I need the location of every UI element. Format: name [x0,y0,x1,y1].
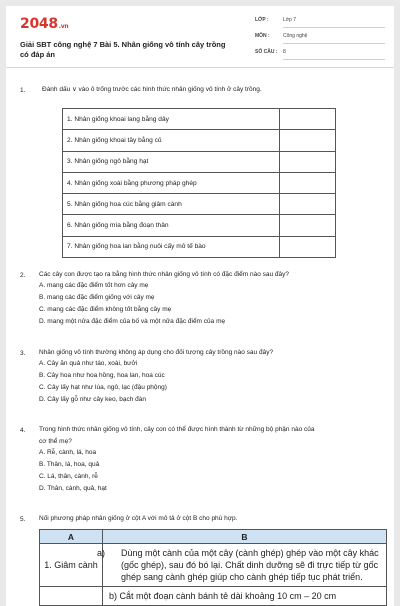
question-2-stem: Các cây con được tạo ra bằng hình thức nhân giống vô tính có đặc điểm nào sau đây? [39,271,290,278]
table-cell-text: 1. Nhân giống khoai lang bằng dây [63,109,280,130]
checkbox-cell[interactable] [280,130,336,151]
option-b[interactable]: B. Thân, lá, hoa, quả [39,461,100,468]
question-5-matching-table [39,529,387,606]
meta-class-key: LỚP : [255,17,269,23]
table-cell-text: 6. Nhân giống mía bằng đoạn thân [63,215,280,236]
meta-subject-value: Công nghệ [283,33,308,39]
option-text: Dùng một cành của một cây (cành ghép) ghép vào một cây khác (gốc ghép), sau đó bó lại. Chất dinh dưỡng sẽ đi trực tiếp từ gốc ghép sang cành ghép giúp cho cành ghép tiếp tục phát triển. [121,548,379,582]
question-3-number: 3. [20,350,26,357]
checkbox-cell[interactable] [280,215,336,236]
meta-underline [283,27,385,28]
meta-underline [283,59,385,60]
logo-text: 2048 [20,16,58,32]
table-row [63,236,336,257]
option-d[interactable]: D. Thân, cành, quả, hạt [39,485,107,492]
column-a-header: A [40,530,103,544]
table-cell-text: 5. Nhân giống hoa cúc bằng giâm cành [63,194,280,215]
meta-count-value: 8 [283,49,286,55]
document-header [6,6,394,68]
checkbox-cell[interactable] [280,236,336,257]
column-a-cell [40,587,103,606]
table-cell-text: 7. Nhân giống hoa lan bằng nuôi cấy mô tế bào [63,236,280,257]
question-5-number: 5. [20,516,26,523]
meta-subject [255,32,385,44]
table-row [63,172,336,193]
table-cell-text: 3. Nhân giống ngô bằng hạt [63,151,280,172]
document-title: Giải SBT công nghệ 7 Bài 5. Nhân giống vô tính cây trồng có đáp án [20,40,226,59]
column-b-header: B [103,530,387,544]
question-1-number: 1. [20,87,26,94]
table-row [40,587,387,606]
table-cell-text: 4. Nhân giống xoài bằng phương pháp ghép [63,172,280,193]
option-c[interactable]: C. mang các đặc điểm không tốt bằng cây mẹ [39,306,172,313]
option-c[interactable]: C. Cây lấy hạt như lúa, ngô, lạc (đậu phộng) [39,384,167,391]
meta-underline [283,43,385,44]
option-b[interactable]: B. Cây hoa như hoa hồng, hoa lan, hoa cúc [39,372,165,379]
column-a-cell: 1. Giâm cành [40,544,103,587]
table-row [63,194,336,215]
table-row [63,215,336,236]
document-page [6,6,394,606]
question-1-table [62,108,336,258]
option-b[interactable]: B. mang các đặc điểm giống với cây mẹ [39,294,155,301]
table-header-row [40,530,387,544]
checkbox-cell[interactable] [280,109,336,130]
option-a[interactable]: A. Cây ăn quả như táo, xoài, bưởi [39,360,138,367]
meta-count-key: SỐ CÂU : [255,49,278,55]
meta-count [255,48,385,60]
logo-suffix: .vn [58,23,69,30]
option-a[interactable]: A. Rễ, cành, lá, hoa [39,449,97,456]
question-2-number: 2. [20,272,26,279]
meta-class-value: Lớp 7 [283,17,297,23]
table-row [63,130,336,151]
meta-class [255,16,385,28]
meta-subject-key: MÔN : [255,33,270,39]
question-4-number: 4. [20,427,26,434]
option-d[interactable]: D. Cây lấy gỗ như cây keo, bạch đàn [39,396,146,403]
table-row [63,109,336,130]
site-logo[interactable] [20,16,68,32]
option-d[interactable]: D. mang một nửa đặc điểm của bố và một nửa đặc điểm của mẹ [39,318,226,325]
question-3-stem: Nhân giống vô tính thường không áp dụng cho đối tượng cây trồng nào sau đây? [39,349,274,356]
option-a[interactable]: A. mang các đặc điểm tốt hơn cây mẹ [39,282,149,289]
question-4-stem-cont: cơ thể mẹ? [39,438,72,445]
column-b-cell: b) Cắt một đoạn cành bánh tẻ dài khoảng 10 cm – 20 cm [103,587,387,606]
question-1-stem: Đánh dấu ∨ vào ô trống trước các hình thức nhân giống vô tính ở cây trồng. [42,86,262,93]
question-4-stem: Trong hình thức nhân giống vô tính, cây con có thể được hình thành từ những bộ phận nào của [39,426,315,433]
table-cell-text: 2. Nhân giống khoai tây bằng củ [63,130,280,151]
option-c[interactable]: C. Lá, thân, cành, rễ [39,473,98,480]
table-row [63,151,336,172]
table-row [40,544,387,587]
checkbox-cell[interactable] [280,194,336,215]
column-b-cell [97,544,387,587]
option-label: a) [97,548,106,558]
checkbox-cell[interactable] [280,151,336,172]
question-5-stem: Nối phương pháp nhân giống ở cột A với mô tả ở cột B cho phù hợp. [39,515,238,522]
checkbox-cell[interactable] [280,172,336,193]
